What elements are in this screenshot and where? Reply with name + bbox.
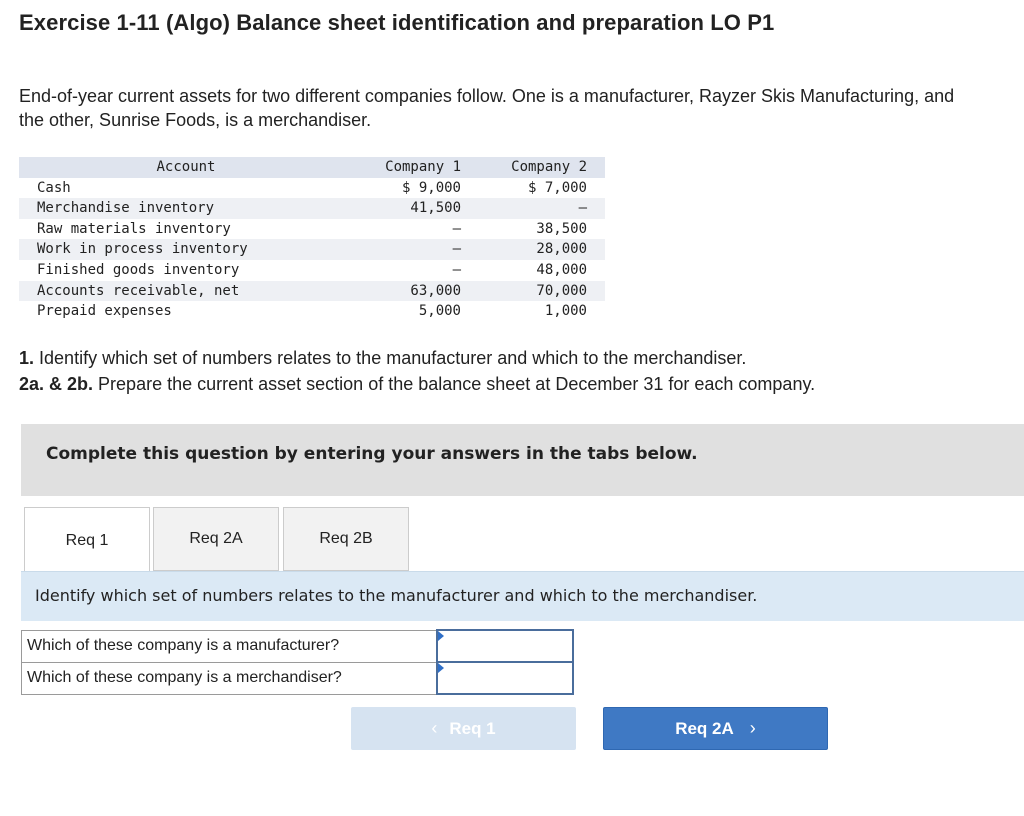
requirement-2-text: Prepare the current asset section of the balance sheet at December 31 for each company.: [98, 374, 816, 394]
answer-row-merchandiser: [22, 662, 574, 694]
tab-instruction-text: Identify which set of numbers relates to the manufacturer and which to the merchandiser.: [35, 586, 758, 605]
table-row: [19, 260, 605, 281]
table-row: [19, 198, 605, 219]
table-row: [19, 301, 605, 322]
instruction-banner: [21, 424, 1024, 496]
tab-req-2b[interactable]: [283, 507, 409, 571]
column-header-account: Account: [156, 159, 216, 175]
company-1-value: –: [452, 220, 461, 237]
company-1-value: –: [452, 241, 461, 258]
requirement-1: [19, 345, 815, 371]
company-2-value: 70,000: [536, 282, 587, 299]
intro-text: End-of-year current assets for two different companies follow. One is a manufacturer, Rayzer Skis Manufacturing, and the other, Sunrise Foods, is a merchandiser.: [19, 86, 955, 130]
requirement-1-text: Identify which set of numbers relates to the manufacturer and which to the merchandiser.: [39, 348, 747, 368]
instruction-banner-text: Complete this question by entering your answers in the tabs below.: [46, 444, 698, 464]
tab-label: Req 2B: [319, 530, 373, 547]
company-1-value: –: [452, 261, 461, 278]
tab-label: Req 2A: [189, 530, 243, 547]
tab-label: Req 1: [65, 531, 109, 549]
requirement-2: [19, 371, 815, 397]
requirements-list: [19, 345, 815, 397]
next-req-label: Req 2A: [675, 718, 734, 738]
account-name: Accounts receivable, net: [37, 282, 240, 299]
tab-req-2a[interactable]: [153, 507, 279, 571]
answer-table: [21, 629, 574, 695]
previous-req-label: Req 1: [449, 718, 496, 738]
company-1-value: 63,000: [410, 282, 461, 299]
merchandiser-answer-dropdown[interactable]: [437, 662, 573, 694]
question-manufacturer: Which of these company is a manufacturer?: [22, 630, 438, 662]
column-header-company-2: Company 2: [511, 159, 587, 175]
table-row: [19, 219, 605, 240]
account-name: Prepaid expenses: [37, 303, 172, 320]
manufacturer-answer-dropdown[interactable]: [437, 630, 573, 662]
next-req-button[interactable]: [603, 707, 828, 750]
answer-row-manufacturer: [22, 630, 574, 662]
tab-instruction: [21, 571, 1024, 621]
question-merchandiser: Which of these company is a merchandiser?: [22, 662, 438, 694]
company-1-value: $ 9,000: [401, 179, 461, 196]
account-name: Finished goods inventory: [37, 261, 240, 278]
company-2-value: 1,000: [544, 303, 587, 320]
account-name: Work in process inventory: [37, 241, 248, 258]
company-2-value: 38,500: [536, 220, 587, 237]
company-2-value: 48,000: [536, 261, 587, 278]
tab-req-1[interactable]: [24, 507, 150, 573]
requirement-2-number: 2a. & 2b.: [19, 374, 94, 394]
exercise-title: Exercise 1-11 (Algo) Balance sheet identification and preparation LO P1: [19, 10, 775, 35]
table-header-row: [19, 157, 605, 178]
company-2-value: $ 7,000: [527, 179, 587, 196]
account-name: Merchandise inventory: [37, 200, 215, 217]
company-2-value: 28,000: [536, 241, 587, 258]
table-row: [19, 178, 605, 199]
current-assets-table: [19, 157, 605, 322]
column-header-company-1: Company 1: [385, 159, 461, 175]
company-2-value: –: [578, 200, 587, 217]
requirement-1-number: 1.: [19, 348, 35, 368]
table-row: [19, 281, 605, 302]
previous-req-button[interactable]: [351, 707, 576, 750]
table-row: [19, 239, 605, 260]
account-name: Raw materials inventory: [37, 220, 231, 237]
chevron-left-icon: ‹: [431, 718, 438, 738]
company-1-value: 41,500: [410, 200, 461, 217]
chevron-right-icon: ›: [749, 718, 756, 738]
company-1-value: 5,000: [418, 303, 461, 320]
account-name: Cash: [37, 179, 71, 196]
